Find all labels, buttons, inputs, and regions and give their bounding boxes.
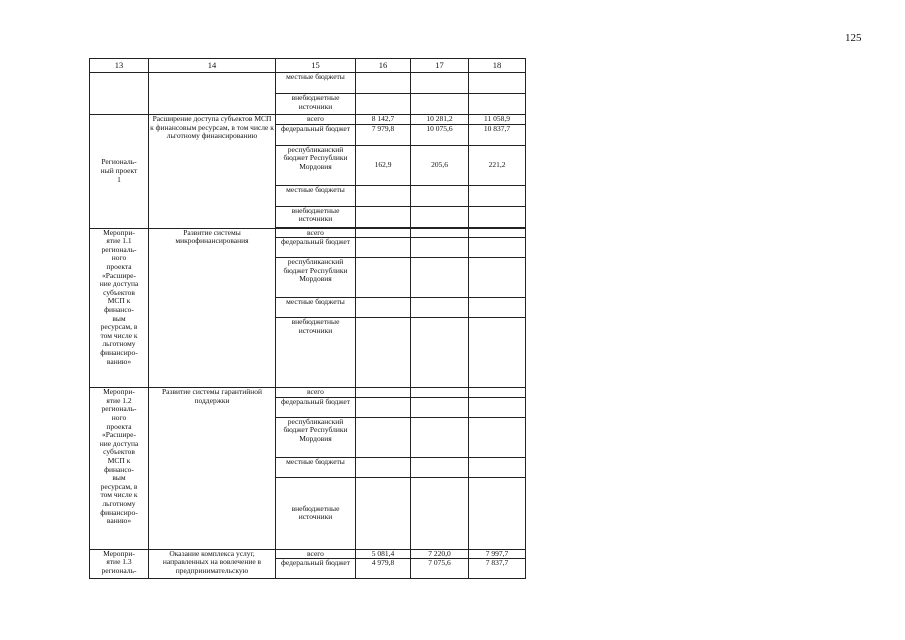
- value-cell: 162,9: [356, 145, 411, 185]
- row-description: Расширение доступа субъектов МСП к финансовым ресурсам, в том числе к льготному финансированию: [149, 115, 276, 229]
- source-federal: федеральный бюджет: [276, 124, 356, 145]
- source-total: всего: [276, 228, 356, 238]
- source-republic: республиканский бюджет Республики Мордовия: [276, 417, 356, 457]
- header-cell-13: 13: [90, 59, 149, 73]
- row-label: Меропри- ятие 1.3 региональ-: [90, 549, 149, 579]
- source-local: местные бюджеты: [276, 457, 356, 477]
- value-cell: 7 220,0: [411, 549, 469, 559]
- source-local: местные бюджеты: [276, 73, 356, 94]
- source-federal: федеральный бюджет: [276, 238, 356, 258]
- source-federal: федеральный бюджет: [276, 559, 356, 579]
- source-federal: федеральный бюджет: [276, 397, 356, 417]
- source-local: местные бюджеты: [276, 298, 356, 318]
- source-extrabudget: внебюджетные источники: [276, 206, 356, 227]
- value-cell: 7 997,7: [469, 549, 526, 559]
- table-row: [90, 73, 526, 94]
- value-cell: 8 142,7: [356, 115, 411, 125]
- source-extrabudget: внебюджетные источники: [276, 477, 356, 549]
- source-republic: республиканский бюджет Республики Мордовия: [276, 258, 356, 298]
- value-cell: 7 837,7: [469, 559, 526, 579]
- value-cell: 10 281,2: [411, 115, 469, 125]
- value-cell: 10 075,6: [411, 124, 469, 145]
- value-cell: 221,2: [469, 145, 526, 185]
- page-number: 125: [845, 32, 862, 44]
- value-cell: 205,6: [411, 145, 469, 185]
- row-description: Оказание комплекса услуг, направленных на вовлечение в предпринимательскую: [149, 549, 276, 579]
- header-row: [90, 59, 526, 73]
- row-label: Меропри- ятие 1.1 региональ- ного проекта «Расшире- ние доступа субъектов МСП к финансо- вым ресурсам, в том числе к льготному финансиро- ванию»: [90, 228, 149, 388]
- value-cell: 10 837,7: [469, 124, 526, 145]
- header-cell-17: 17: [411, 59, 469, 73]
- table-row: [90, 228, 526, 238]
- value-cell: 7 979,8: [356, 124, 411, 145]
- source-total: всего: [276, 115, 356, 125]
- source-extrabudget: внебюджетные источники: [276, 318, 356, 388]
- table-row: [90, 388, 526, 398]
- source-total: всего: [276, 388, 356, 398]
- value-cell: 4 979,8: [356, 559, 411, 579]
- source-extrabudget: внебюджетные источники: [276, 94, 356, 115]
- source-local: местные бюджеты: [276, 185, 356, 206]
- table-row: [90, 115, 526, 125]
- row-description: [149, 73, 276, 115]
- header-cell-18: 18: [469, 59, 526, 73]
- source-republic: республиканский бюджет Республики Мордовия: [276, 145, 356, 185]
- row-description: Развитие системы микрофинансирования: [149, 228, 276, 388]
- source-total: всего: [276, 549, 356, 559]
- row-label: [90, 73, 149, 115]
- header-cell-16: 16: [356, 59, 411, 73]
- value-cell: 7 075,6: [411, 559, 469, 579]
- header-cell-15: 15: [276, 59, 356, 73]
- row-label: Региональ- ный проект 1: [90, 115, 149, 229]
- row-label: Меропри- ятие 1.2 региональ- ного проекта «Расшире- ние доступа субъектов МСП к финансо- вым ресурсам, в том числе к льготному финансиро- ванию»: [90, 388, 149, 550]
- value-cell: 11 058,9: [469, 115, 526, 125]
- table-row: [90, 549, 526, 559]
- header-cell-14: 14: [149, 59, 276, 73]
- budget-table: [89, 58, 526, 579]
- row-description: Развитие системы гарантийной поддержки: [149, 388, 276, 550]
- value-cell: 5 081,4: [356, 549, 411, 559]
